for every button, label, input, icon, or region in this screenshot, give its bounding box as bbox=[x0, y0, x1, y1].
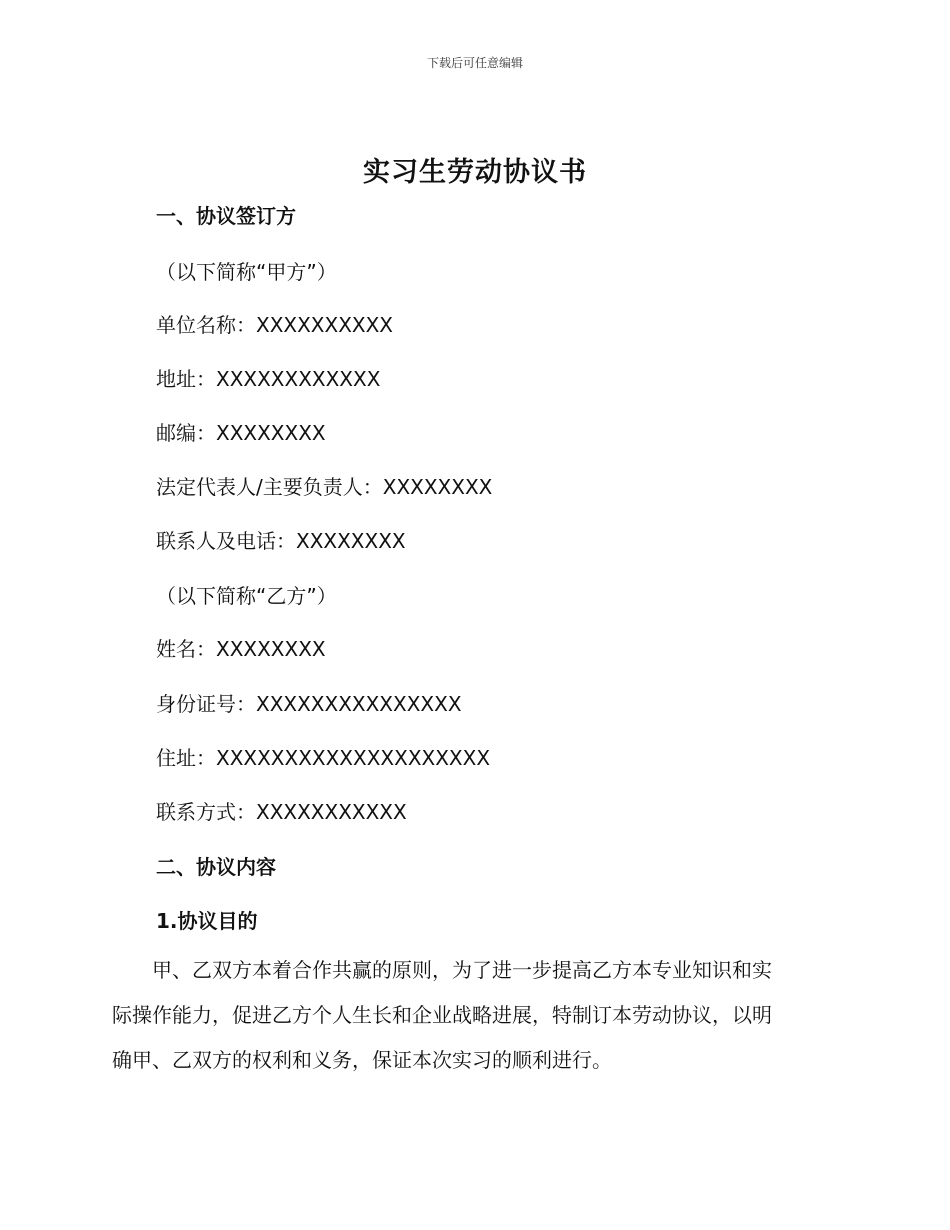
field-contact-phone: 联系人及电话：XXXXXXXX bbox=[156, 529, 406, 553]
subheading-purpose: 1.协议目的 bbox=[156, 909, 258, 933]
paragraph-line: 确甲、乙双方的权利和义务，保证本次实习的顺利进行。 bbox=[112, 1048, 612, 1072]
field-id-number: 身份证号：XXXXXXXXXXXXXXX bbox=[156, 692, 462, 716]
document-title: 实习生劳动协议书 bbox=[363, 157, 587, 188]
party-a-label: （以下简称“甲方”） bbox=[156, 260, 337, 284]
field-address: 地址：XXXXXXXXXXXX bbox=[156, 367, 381, 391]
field-legal-representative: 法定代表人/主要负责人：XXXXXXXX bbox=[156, 475, 493, 499]
party-b-label: （以下简称“乙方”） bbox=[156, 584, 337, 608]
paragraph-line: 甲、乙双方本着合作共赢的原则，为了进一步提高乙方本专业知识和实 bbox=[112, 958, 772, 982]
section-heading-content: 二、协议内容 bbox=[156, 855, 276, 879]
paragraph-purpose bbox=[112, 948, 832, 1083]
section-heading-parties: 一、协议签订方 bbox=[156, 204, 296, 228]
field-name: 姓名：XXXXXXXX bbox=[156, 637, 326, 661]
field-contact-method: 联系方式：XXXXXXXXXXX bbox=[156, 800, 407, 824]
header-note: 下载后可任意编辑 bbox=[426, 56, 523, 70]
field-residence: 住址：XXXXXXXXXXXXXXXXXXXX bbox=[156, 746, 491, 770]
field-company-name: 单位名称：XXXXXXXXXX bbox=[156, 313, 394, 337]
paragraph-line: 际操作能力，促进乙方个人生长和企业战略进展，特制订本劳动协议，以明 bbox=[112, 1003, 772, 1027]
field-postcode: 邮编：XXXXXXXX bbox=[156, 421, 326, 445]
